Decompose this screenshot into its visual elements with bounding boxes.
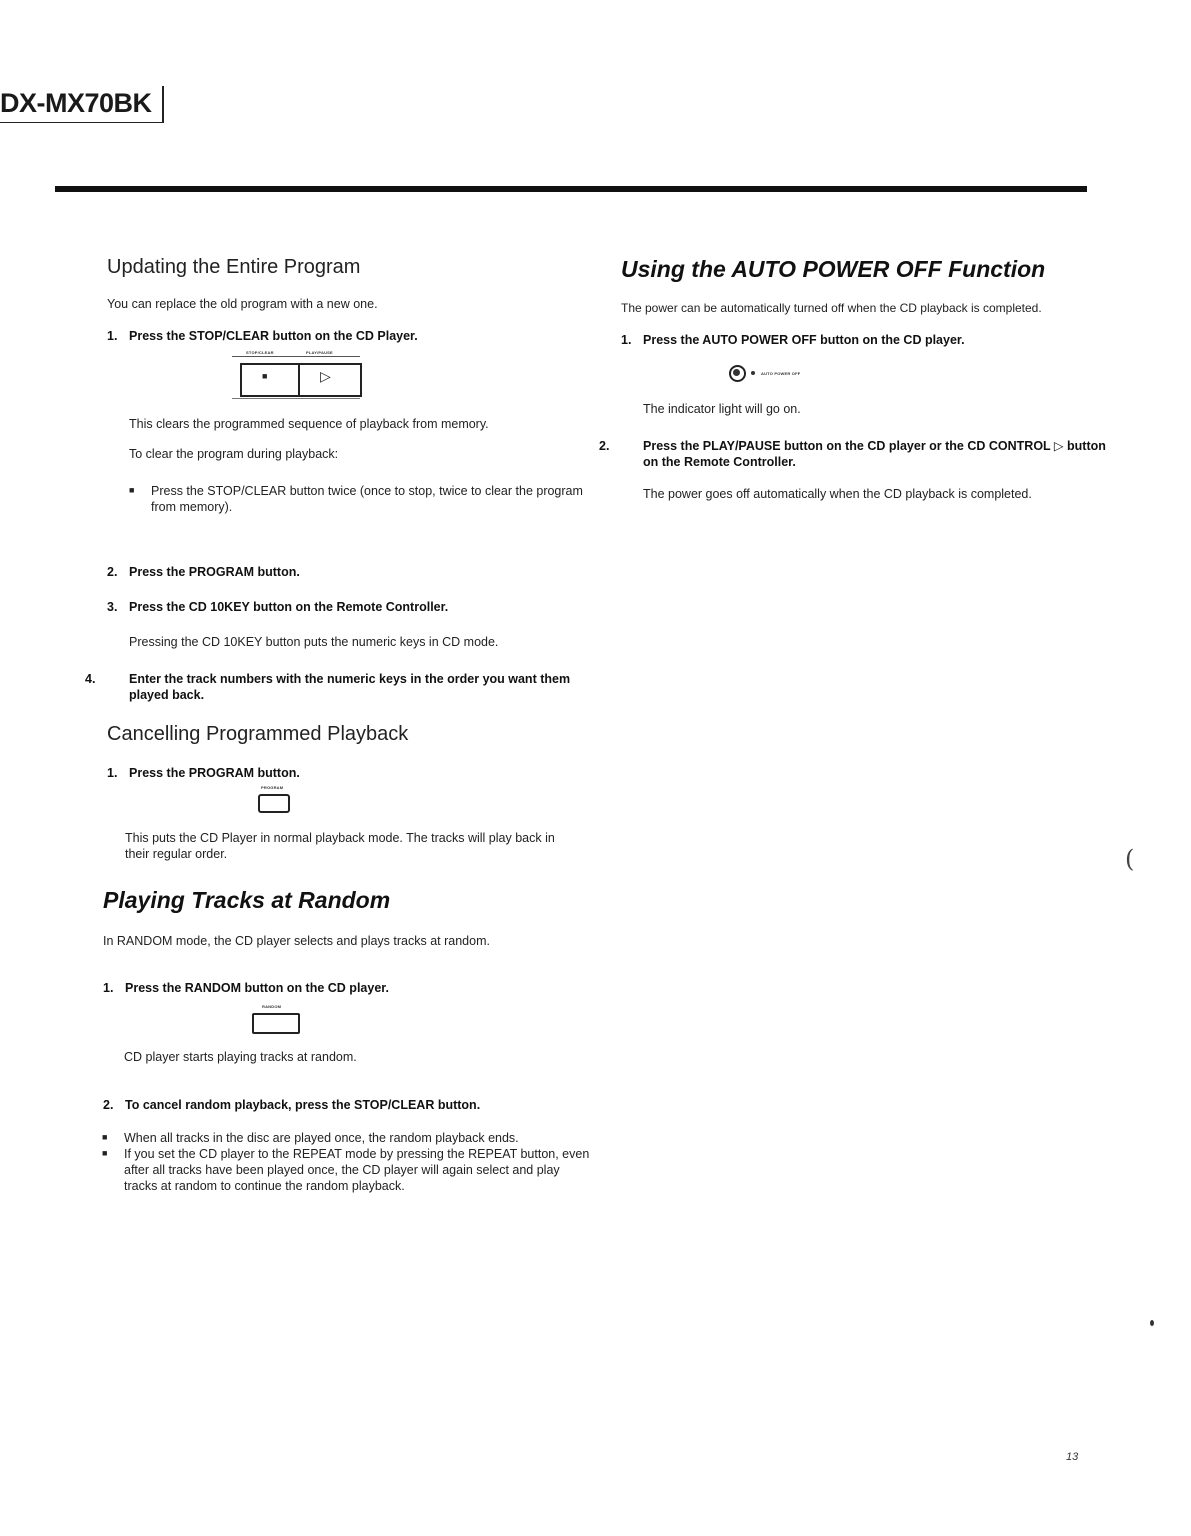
random-intro: In RANDOM mode, the CD player selects and plays tracks at random. <box>103 934 490 948</box>
updating-bullet-1 <box>129 482 599 515</box>
random-label: RANDOM <box>262 1004 282 1009</box>
model-number: DX-MX70BK <box>0 86 164 123</box>
step-text: Enter the track numbers with the numeric keys in the order you want them played back. <box>129 672 571 702</box>
step-text: To cancel random playback, press the STOP/CLEAR button. <box>125 1098 481 1112</box>
scan-artifact-paren: ( <box>1125 845 1135 873</box>
heading-random: Playing Tracks at Random <box>103 887 391 913</box>
bullet-icon: ■ <box>129 485 135 495</box>
bullet-icon: ■ <box>102 1148 108 1158</box>
heading-updating-program: Updating the Entire Program <box>107 256 361 278</box>
cancelling-step-1 <box>107 765 587 781</box>
random-bullet-2 <box>102 1145 592 1194</box>
step-number: 1. <box>103 981 114 995</box>
random-bullet-1 <box>102 1129 592 1146</box>
bullet-icon: ■ <box>102 1132 108 1142</box>
random-button-illustration <box>252 1004 304 1036</box>
random-button-shape <box>252 1013 300 1034</box>
updating-para-3: Pressing the CD 10KEY button puts the numeric keys in CD mode. <box>129 635 499 649</box>
updating-step-3 <box>107 599 587 615</box>
step-number: 1. <box>107 766 118 780</box>
label-rule <box>232 356 360 358</box>
auto-power-off-label: AUTO POWER OFF <box>761 371 801 376</box>
auto-power-button-core <box>733 369 740 376</box>
step-text: Press the AUTO POWER OFF button on the CD player. <box>643 333 965 347</box>
step-number: 2. <box>599 439 610 453</box>
header-rule <box>55 186 1087 192</box>
updating-step-4 <box>85 671 599 703</box>
random-step-2 <box>103 1097 583 1113</box>
auto-power-step-2 <box>599 438 1113 470</box>
step-number: 1. <box>107 329 118 343</box>
bullet-text: If you set the CD player to the REPEAT mode by pressing the REPEAT button, even after all tracks have been played once, the CD player will again select and play tracks at random to continue the random playback. <box>124 1147 590 1193</box>
step-text: Press the STOP/CLEAR button on the CD Player. <box>129 329 418 343</box>
updating-intro: You can replace the old program with a new one. <box>107 297 378 311</box>
heading-cancelling-program: Cancelling Programmed Playback <box>107 723 409 745</box>
updating-step-1 <box>107 328 587 344</box>
stop-icon: ■ <box>262 371 268 381</box>
updating-para-2: To clear the program during playback: <box>129 447 339 461</box>
auto-power-off-illustration <box>729 365 839 385</box>
stop-play-button-illustration <box>232 349 364 401</box>
scan-artifact-dot <box>1150 1320 1154 1326</box>
page-number: 13 <box>1066 1451 1079 1463</box>
step-number: 2. <box>107 565 118 579</box>
step-number: 2. <box>103 1098 114 1112</box>
step-text: Press the PROGRAM button. <box>129 565 300 579</box>
button-frame <box>240 363 362 397</box>
step-text: Press the RANDOM button on the CD player. <box>125 981 389 995</box>
step-number: 1. <box>621 333 632 347</box>
bullet-text: Press the STOP/CLEAR button twice (once to stop, twice to clear the program from memory). <box>151 484 583 514</box>
program-button-shape <box>258 794 290 813</box>
step-text: Press the PLAY/PAUSE button on the CD player or the CD CONTROL ▷ button on the Remote Controller. <box>643 439 1106 469</box>
stop-clear-label: STOP/CLEAR <box>246 350 274 355</box>
auto-power-para-2: The power goes off automatically when the CD playback is completed. <box>643 487 1032 501</box>
step-number: 4. <box>85 672 96 686</box>
step-text: Press the CD 10KEY button on the Remote Controller. <box>129 600 449 614</box>
heading-auto-power-off: Using the AUTO POWER OFF Function <box>621 256 1046 282</box>
auto-power-para-1: The indicator light will go on. <box>643 402 801 416</box>
indicator-light-icon <box>751 371 755 375</box>
auto-power-intro: The power can be automatically turned off when the CD playback is completed. <box>621 301 1042 315</box>
random-step-1 <box>103 980 583 996</box>
step-text: Press the PROGRAM button. <box>129 766 300 780</box>
random-para-1: CD player starts playing tracks at random. <box>124 1050 357 1064</box>
play-icon: ▷ <box>320 368 331 384</box>
bullet-text: When all tracks in the disc are played once, the random playback ends. <box>124 1131 519 1145</box>
base-rule <box>232 398 360 400</box>
updating-step-2 <box>107 564 587 580</box>
cancelling-para-1: This puts the CD Player in normal playback mode. The tracks will play back in their regular order. <box>125 831 555 861</box>
updating-para-1: This clears the programmed sequence of playback from memory. <box>129 417 489 431</box>
button-divider <box>298 363 300 397</box>
program-label: PROGRAM <box>261 785 284 790</box>
play-pause-label: PLAY/PAUSE <box>306 350 333 355</box>
step-number: 3. <box>107 600 118 614</box>
program-button-illustration <box>256 785 290 815</box>
auto-power-step-1 <box>621 332 1091 348</box>
